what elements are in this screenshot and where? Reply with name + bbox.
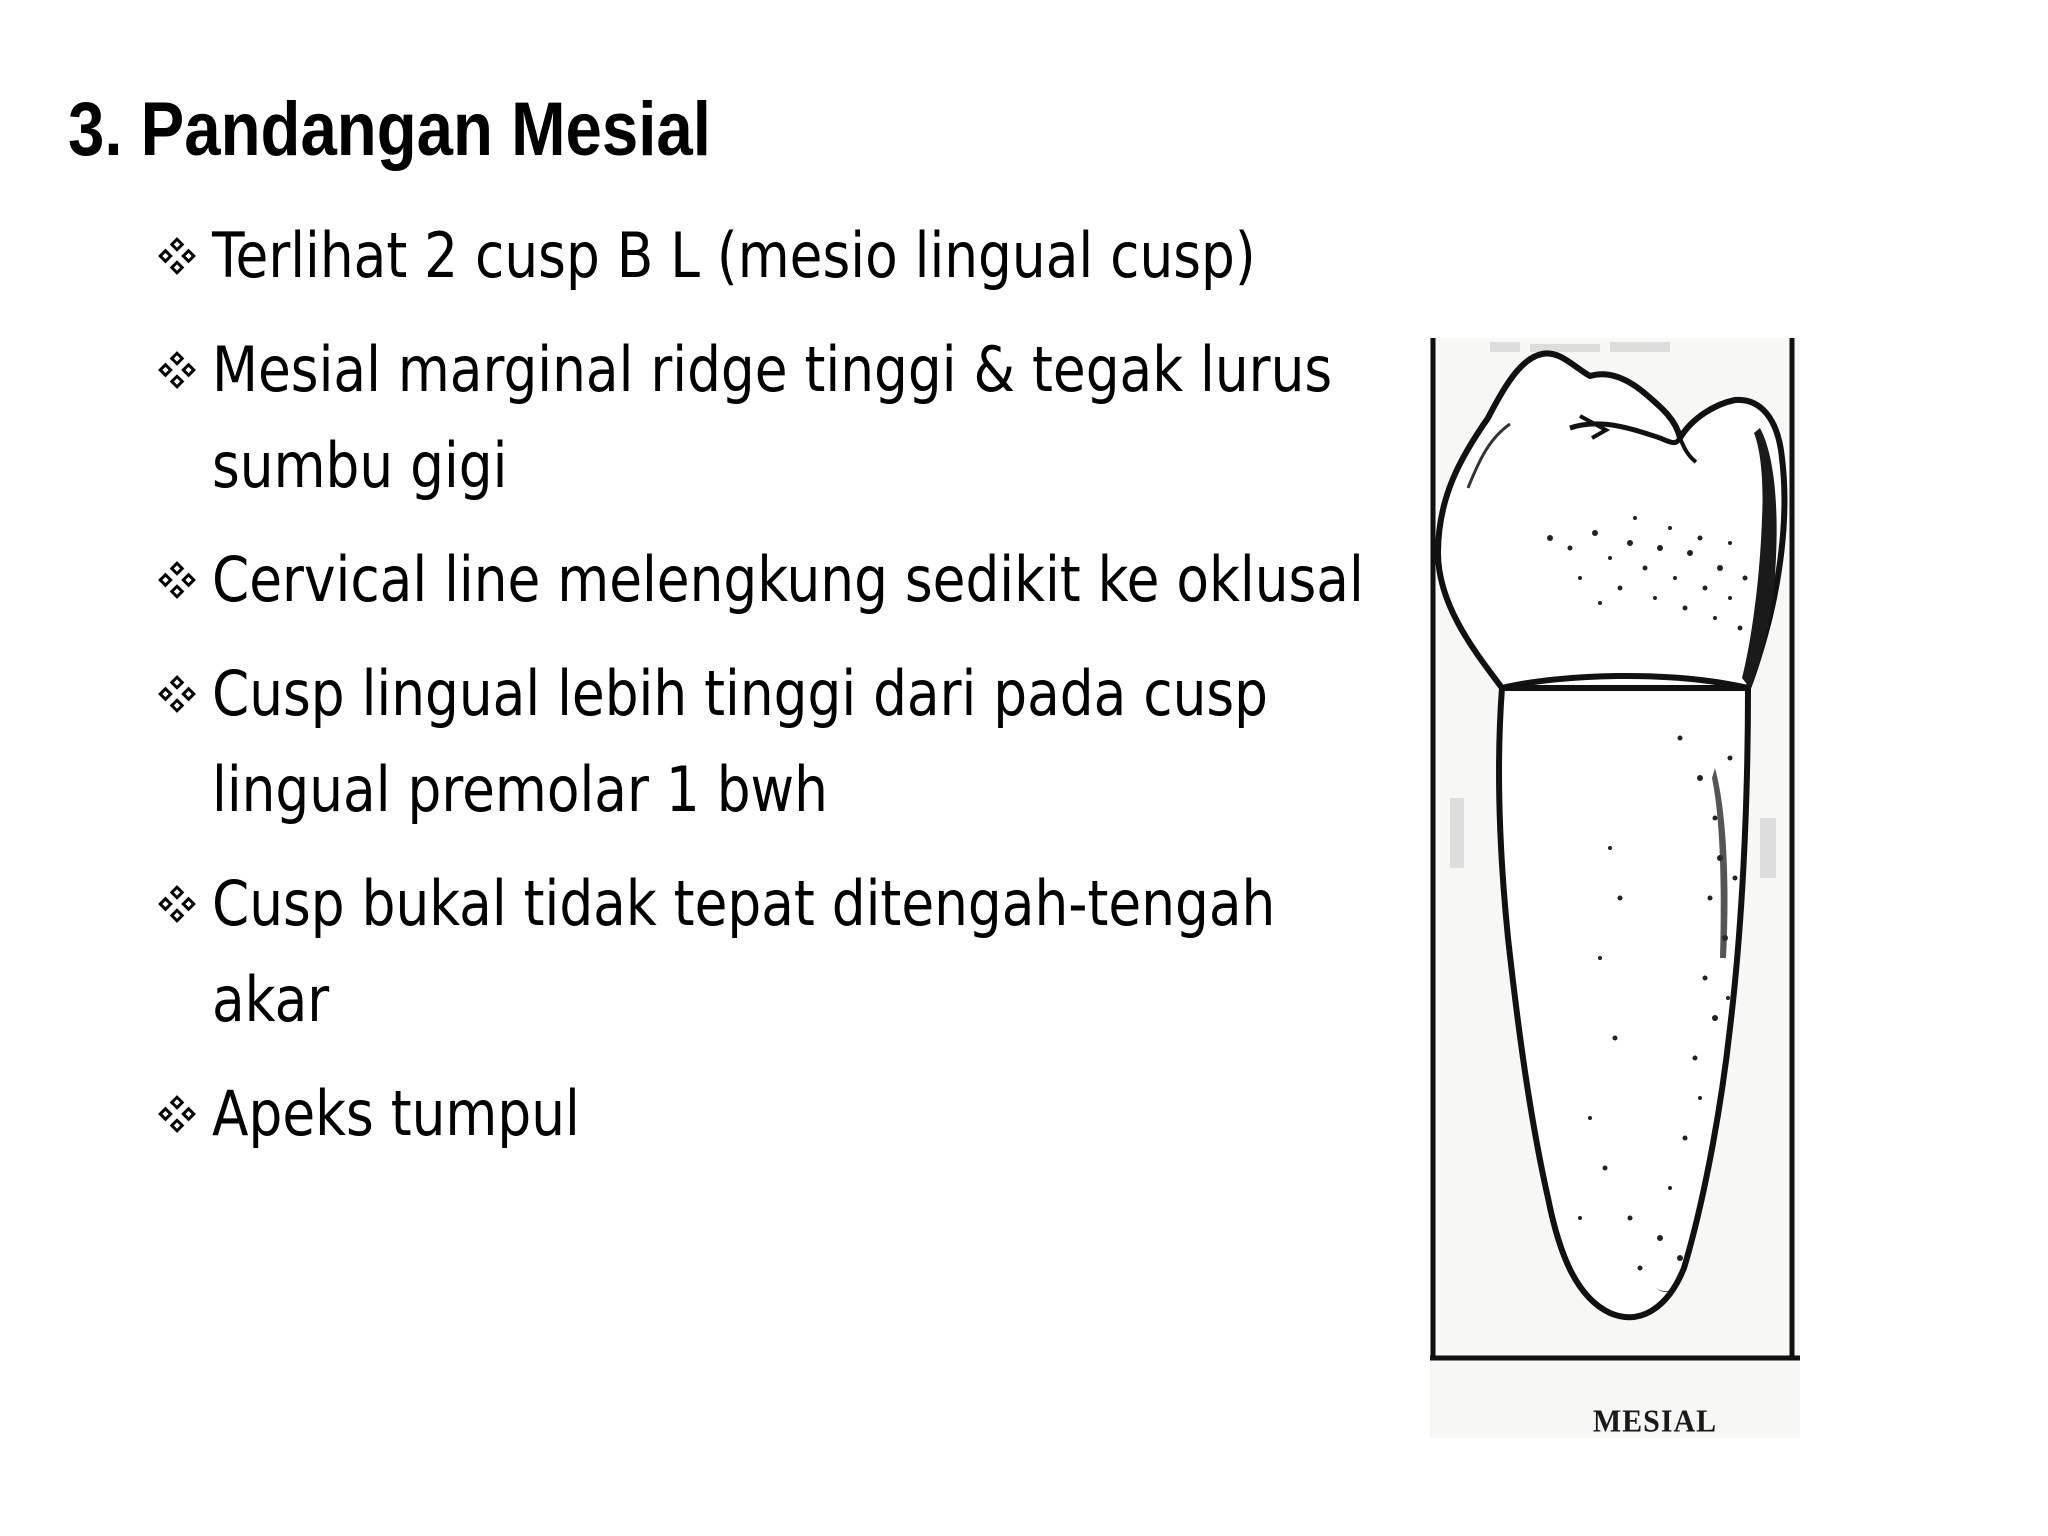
bullet-text: Cusp lingual lebih tinggi dari pada cusp lingual premolar 1 bwh — [212, 657, 1269, 826]
four-diamond-icon — [156, 1093, 198, 1135]
bullet-list — [152, 208, 1392, 1180]
four-diamond-icon — [156, 349, 198, 391]
four-diamond-icon — [156, 673, 198, 715]
four-diamond-icon — [156, 883, 198, 925]
bullet-text: Apeks tumpul — [212, 1077, 580, 1150]
figure-caption: MESIAL — [1592, 1404, 1718, 1439]
bullet-item — [152, 646, 1392, 838]
bullet-text: Mesial marginal ridge tinggi & tegak lurus sumbu gigi — [212, 333, 1333, 502]
bullet-text: Terlihat 2 cusp B L (mesio lingual cusp) — [212, 219, 1256, 292]
bullet-item — [152, 322, 1392, 514]
bullet-item — [152, 532, 1392, 628]
bullet-text: Cusp bukal tidak tepat ditengah-tengah akar — [212, 867, 1276, 1036]
bullet-item — [152, 1066, 1392, 1162]
four-diamond-icon — [156, 235, 198, 277]
slide-title: 3. Pandangan Mesial — [68, 87, 711, 172]
tooth-mesial-view-illustration — [1430, 338, 1800, 1438]
bullet-item — [152, 856, 1392, 1048]
four-diamond-icon — [156, 559, 198, 601]
bullet-item — [152, 208, 1392, 304]
bullet-text: Cervical line melengkung sedikit ke oklusal — [212, 543, 1364, 616]
